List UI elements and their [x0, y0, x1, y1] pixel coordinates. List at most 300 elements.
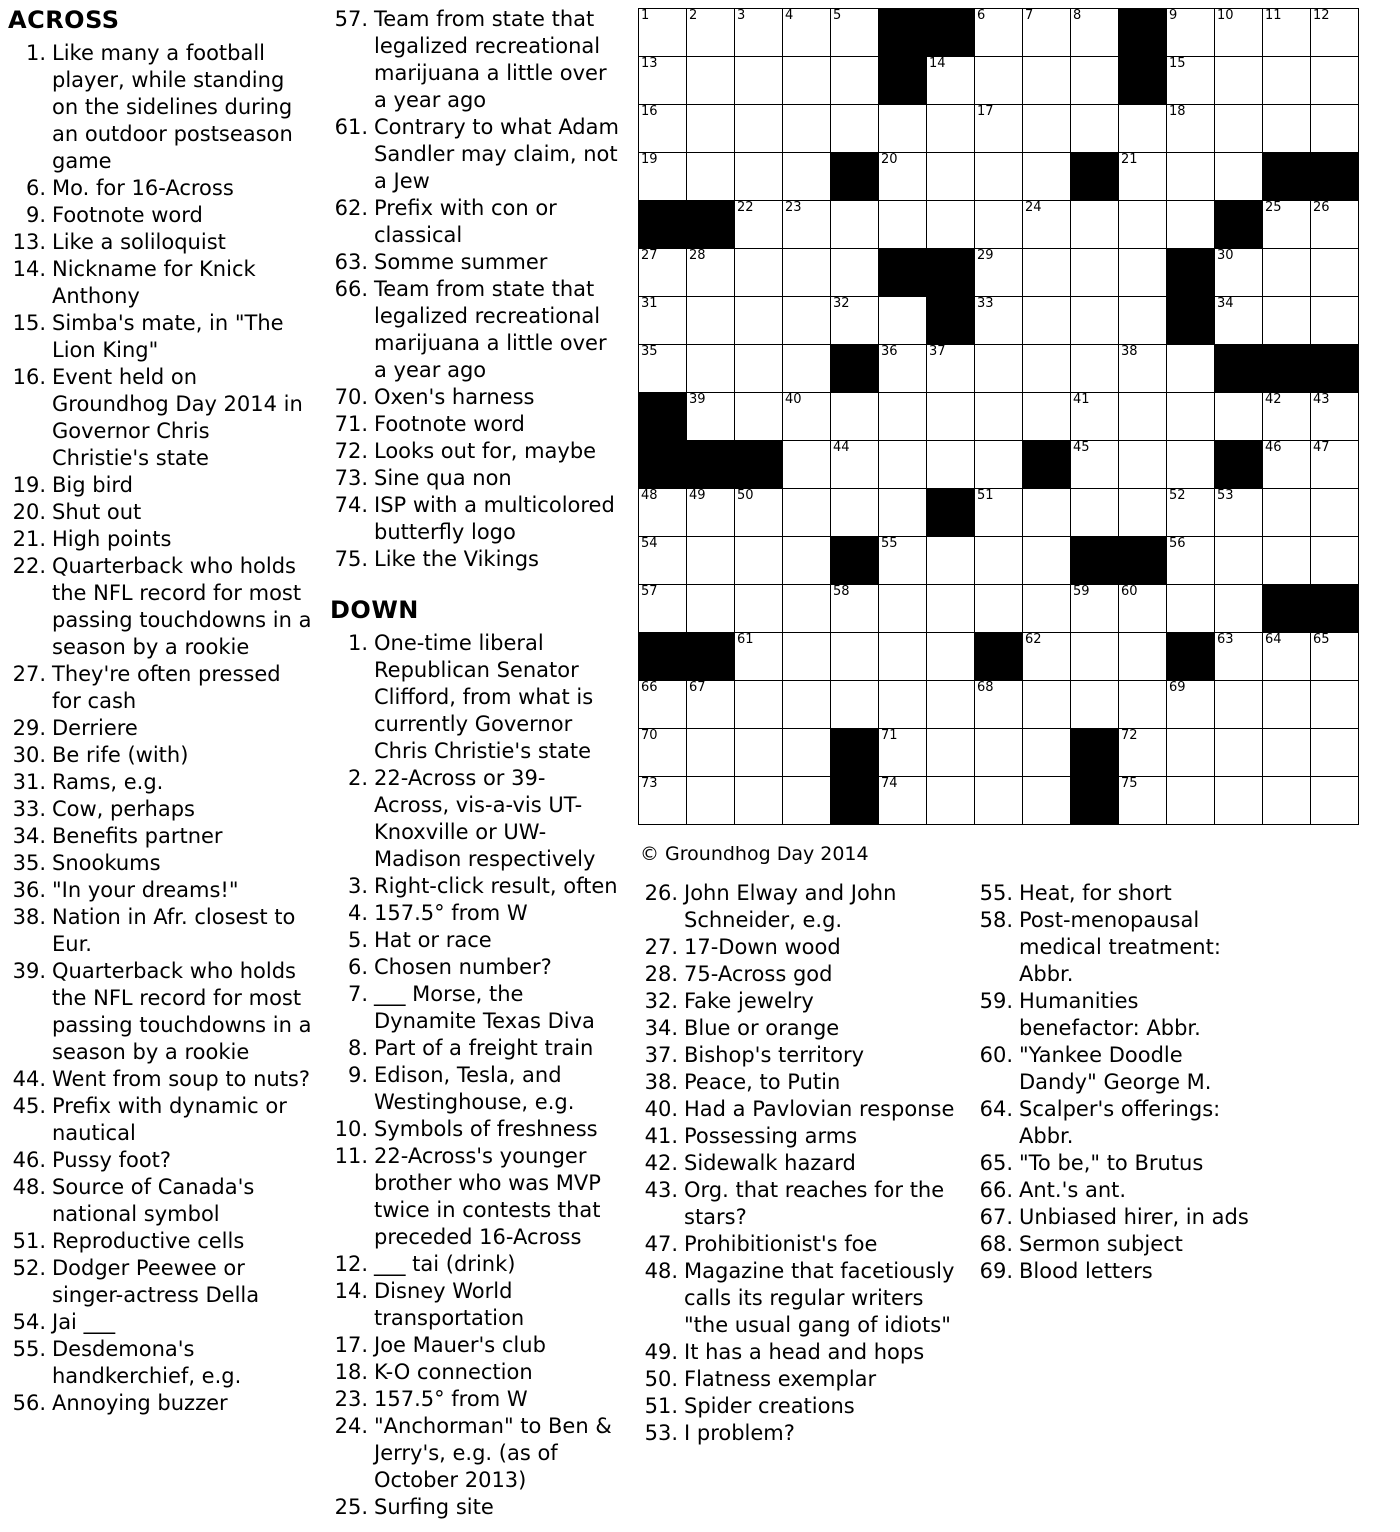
grid-cell[interactable] — [1215, 9, 1263, 57]
clue-text: Joe Mauer's club — [374, 1333, 546, 1357]
grid-cell[interactable] — [639, 681, 687, 729]
grid-cell[interactable] — [975, 345, 1023, 393]
grid-cell[interactable] — [735, 777, 783, 825]
grid-cell-number: 36 — [881, 344, 898, 359]
grid-cell[interactable] — [1023, 585, 1071, 633]
grid-cell[interactable] — [735, 537, 783, 585]
grid-cell-number: 65 — [1313, 632, 1330, 647]
grid-cell[interactable] — [831, 9, 879, 57]
across-clue-item — [8, 256, 313, 310]
grid-cell[interactable] — [1119, 489, 1167, 537]
clue-number: 66. — [979, 1178, 1013, 1202]
grid-block-cell — [927, 489, 975, 537]
grid-cell[interactable] — [639, 345, 687, 393]
grid-cell-number: 52 — [1169, 488, 1186, 503]
grid-cell[interactable] — [975, 249, 1023, 297]
grid-cell[interactable] — [1311, 777, 1359, 825]
grid-cell[interactable] — [927, 393, 975, 441]
grid-cell[interactable] — [783, 489, 831, 537]
grid-cell[interactable] — [879, 105, 927, 153]
grid-cell[interactable] — [927, 537, 975, 585]
down-clue-list-2 — [640, 880, 960, 1447]
grid-cell[interactable] — [1215, 393, 1263, 441]
grid-cell[interactable] — [927, 777, 975, 825]
grid-cell[interactable] — [1311, 9, 1359, 57]
clue-number: 75. — [334, 547, 368, 571]
grid-cell[interactable] — [1311, 681, 1359, 729]
clue-text: Hat or race — [374, 928, 492, 952]
grid-cell[interactable] — [831, 57, 879, 105]
grid-cell[interactable] — [783, 9, 831, 57]
across-clue-item — [8, 1390, 313, 1417]
down-clue-item — [330, 927, 620, 954]
grid-cell[interactable] — [639, 297, 687, 345]
down-clue-item — [330, 1143, 620, 1251]
grid-cell[interactable] — [975, 777, 1023, 825]
grid-cell[interactable] — [1167, 585, 1215, 633]
clue-text: Part of a freight train — [374, 1036, 594, 1060]
grid-cell[interactable] — [783, 633, 831, 681]
grid-cell[interactable] — [1215, 537, 1263, 585]
grid-cell[interactable] — [1119, 633, 1167, 681]
grid-cell[interactable] — [687, 9, 735, 57]
clue-text: Like a soliloquist — [52, 230, 226, 254]
grid-cell[interactable] — [831, 249, 879, 297]
grid-cell[interactable] — [1071, 201, 1119, 249]
grid-cell[interactable] — [783, 393, 831, 441]
grid-cell[interactable] — [1023, 537, 1071, 585]
grid-cell[interactable] — [687, 249, 735, 297]
clue-text: Rams, e.g. — [52, 770, 164, 794]
grid-cell[interactable] — [1023, 201, 1071, 249]
grid-cell[interactable] — [1071, 681, 1119, 729]
clue-text: They're often pressed for cash — [52, 662, 281, 713]
grid-cell[interactable] — [927, 345, 975, 393]
clue-number: 44. — [12, 1067, 46, 1091]
grid-cell[interactable] — [1167, 441, 1215, 489]
grid-cell[interactable] — [1167, 201, 1215, 249]
grid-cell[interactable] — [735, 249, 783, 297]
across-clue-item — [8, 904, 313, 958]
grid-cell[interactable] — [1071, 249, 1119, 297]
grid-cell-number: 46 — [1265, 440, 1282, 455]
grid-cell[interactable] — [927, 57, 975, 105]
clue-text: Shut out — [52, 500, 142, 524]
grid-cell[interactable] — [1023, 9, 1071, 57]
grid-cell[interactable] — [1119, 345, 1167, 393]
grid-cell[interactable] — [879, 681, 927, 729]
grid-cell[interactable] — [1215, 681, 1263, 729]
grid-cell[interactable] — [735, 489, 783, 537]
grid-cell-number: 54 — [641, 536, 658, 551]
grid-cell[interactable] — [831, 297, 879, 345]
grid-cell[interactable] — [1167, 105, 1215, 153]
grid-cell[interactable] — [1071, 633, 1119, 681]
grid-cell[interactable] — [783, 585, 831, 633]
grid-cell[interactable] — [1119, 297, 1167, 345]
grid-cell[interactable] — [1023, 777, 1071, 825]
grid-cell[interactable] — [1119, 681, 1167, 729]
clue-number: 48. — [644, 1259, 678, 1283]
grid-cell[interactable] — [975, 297, 1023, 345]
grid-cell[interactable] — [1119, 249, 1167, 297]
across-clues-column-1 — [8, 6, 313, 1417]
grid-cell[interactable] — [735, 681, 783, 729]
clue-number: 1. — [347, 631, 368, 655]
grid-cell[interactable] — [1167, 489, 1215, 537]
grid-cell[interactable] — [1311, 57, 1359, 105]
clue-text: Blue or orange — [684, 1016, 840, 1040]
grid-cell[interactable] — [1215, 633, 1263, 681]
grid-cell[interactable] — [1311, 537, 1359, 585]
grid-cell[interactable] — [1311, 441, 1359, 489]
grid-cell[interactable] — [879, 489, 927, 537]
grid-block-cell — [1119, 9, 1167, 57]
grid-row — [639, 441, 1359, 489]
grid-cell[interactable] — [927, 153, 975, 201]
grid-cell[interactable] — [639, 729, 687, 777]
grid-cell[interactable] — [1023, 729, 1071, 777]
clue-text: Unbiased hirer, in ads — [1019, 1205, 1249, 1229]
grid-block-cell — [1311, 153, 1359, 201]
grid-cell[interactable] — [1023, 105, 1071, 153]
grid-cell[interactable] — [1263, 57, 1311, 105]
grid-cell-number: 23 — [785, 200, 802, 215]
grid-cell[interactable] — [639, 537, 687, 585]
across-clue-item — [8, 796, 313, 823]
down-clue-item — [975, 1231, 1265, 1258]
grid-cell[interactable] — [1215, 489, 1263, 537]
grid-cell-number: 26 — [1313, 200, 1330, 215]
grid-cell[interactable] — [927, 633, 975, 681]
grid-cell[interactable] — [831, 393, 879, 441]
grid-cell[interactable] — [831, 633, 879, 681]
grid-cell[interactable] — [1263, 297, 1311, 345]
grid-cell[interactable] — [735, 633, 783, 681]
clue-text: High points — [52, 527, 172, 551]
grid-cell[interactable] — [1023, 489, 1071, 537]
grid-cell[interactable] — [783, 105, 831, 153]
grid-cell[interactable] — [879, 729, 927, 777]
grid-cell[interactable] — [783, 729, 831, 777]
grid-cell[interactable] — [1263, 777, 1311, 825]
grid-cell[interactable] — [1023, 249, 1071, 297]
grid-cell[interactable] — [1167, 537, 1215, 585]
grid-cell[interactable] — [735, 345, 783, 393]
clue-number: 21. — [12, 527, 46, 551]
grid-cell[interactable] — [783, 537, 831, 585]
grid-cell[interactable] — [1119, 777, 1167, 825]
grid-cell[interactable] — [1071, 489, 1119, 537]
clue-number: 19. — [12, 473, 46, 497]
grid-cell[interactable] — [927, 201, 975, 249]
grid-cell[interactable] — [1311, 201, 1359, 249]
grid-cell[interactable] — [1263, 9, 1311, 57]
grid-cell[interactable] — [687, 777, 735, 825]
grid-cell[interactable] — [1071, 297, 1119, 345]
across-clue-item — [330, 195, 620, 249]
grid-cell[interactable] — [783, 57, 831, 105]
grid-cell[interactable] — [879, 201, 927, 249]
crossword-grid-table[interactable] — [638, 8, 1359, 825]
clue-text: "To be," to Brutus — [1019, 1151, 1204, 1175]
grid-cell[interactable] — [1071, 57, 1119, 105]
across-clue-item — [8, 499, 313, 526]
grid-cell[interactable] — [1263, 681, 1311, 729]
grid-cell[interactable] — [735, 9, 783, 57]
grid-cell[interactable] — [687, 297, 735, 345]
clue-number: 72. — [334, 439, 368, 463]
grid-cell[interactable] — [975, 537, 1023, 585]
clue-number: 26. — [644, 881, 678, 905]
grid-cell[interactable] — [1023, 633, 1071, 681]
grid-cell[interactable] — [1119, 105, 1167, 153]
grid-cell[interactable] — [1023, 681, 1071, 729]
grid-cell[interactable] — [1167, 153, 1215, 201]
grid-cell-number: 21 — [1121, 152, 1138, 167]
clue-text: Pussy foot? — [52, 1148, 172, 1172]
grid-cell[interactable] — [735, 297, 783, 345]
clue-number: 28. — [644, 962, 678, 986]
across-clue-item — [8, 1309, 313, 1336]
grid-cell[interactable] — [975, 201, 1023, 249]
grid-cell[interactable] — [1263, 393, 1311, 441]
across-clue-item — [8, 958, 313, 1066]
clue-text: Prohibitionist's foe — [684, 1232, 878, 1256]
down-clue-item — [975, 1096, 1265, 1150]
grid-cell[interactable] — [687, 393, 735, 441]
grid-cell[interactable] — [687, 105, 735, 153]
across-clue-item — [8, 1066, 313, 1093]
grid-cell[interactable] — [1263, 249, 1311, 297]
grid-cell[interactable] — [1167, 345, 1215, 393]
clue-text: Went from soup to nuts? — [52, 1067, 311, 1091]
grid-row — [639, 777, 1359, 825]
across-clue-item — [8, 175, 313, 202]
clue-text: Blood letters — [1019, 1259, 1153, 1283]
grid-cell[interactable] — [879, 585, 927, 633]
grid-cell[interactable] — [879, 633, 927, 681]
clue-number: 17. — [334, 1333, 368, 1357]
clue-number: 52. — [12, 1256, 46, 1280]
clue-number: 59. — [979, 989, 1013, 1013]
grid-cell[interactable] — [1311, 297, 1359, 345]
grid-cell[interactable] — [975, 57, 1023, 105]
clue-number: 2. — [347, 766, 368, 790]
grid-cell[interactable] — [687, 153, 735, 201]
grid-cell[interactable] — [1167, 393, 1215, 441]
grid-cell[interactable] — [831, 489, 879, 537]
grid-cell[interactable] — [831, 105, 879, 153]
grid-cell[interactable] — [1215, 585, 1263, 633]
grid-cell[interactable] — [783, 681, 831, 729]
grid-cell[interactable] — [975, 681, 1023, 729]
grid-cell[interactable] — [1263, 633, 1311, 681]
grid-cell[interactable] — [687, 681, 735, 729]
grid-cell-number: 18 — [1169, 104, 1186, 119]
grid-cell[interactable] — [879, 777, 927, 825]
grid-cell[interactable] — [639, 153, 687, 201]
grid-cell[interactable] — [687, 345, 735, 393]
clue-text: Be rife (with) — [52, 743, 189, 767]
grid-cell[interactable] — [639, 585, 687, 633]
grid-cell[interactable] — [879, 297, 927, 345]
grid-cell[interactable] — [975, 441, 1023, 489]
grid-cell[interactable] — [1215, 249, 1263, 297]
grid-cell[interactable] — [1215, 57, 1263, 105]
grid-cell[interactable] — [831, 681, 879, 729]
grid-cell[interactable] — [1263, 537, 1311, 585]
crossword-grid[interactable] — [638, 8, 1359, 825]
grid-cell[interactable] — [735, 201, 783, 249]
grid-cell-number: 11 — [1265, 8, 1282, 23]
grid-cell-number: 51 — [977, 488, 994, 503]
grid-block-cell — [687, 201, 735, 249]
grid-cell[interactable] — [1167, 729, 1215, 777]
grid-cell[interactable] — [1023, 153, 1071, 201]
grid-cell-number: 57 — [641, 584, 658, 599]
grid-cell[interactable] — [1263, 441, 1311, 489]
grid-cell[interactable] — [879, 345, 927, 393]
grid-cell[interactable] — [1167, 777, 1215, 825]
grid-cell[interactable] — [735, 153, 783, 201]
grid-cell[interactable] — [1215, 777, 1263, 825]
grid-cell[interactable] — [687, 729, 735, 777]
grid-cell[interactable] — [783, 297, 831, 345]
grid-cell[interactable] — [1311, 633, 1359, 681]
grid-cell[interactable] — [687, 585, 735, 633]
across-clue-item — [8, 1336, 313, 1390]
grid-cell[interactable] — [927, 729, 975, 777]
grid-cell[interactable] — [735, 393, 783, 441]
clue-text: Bishop's territory — [684, 1043, 865, 1067]
grid-cell[interactable] — [1263, 489, 1311, 537]
grid-cell[interactable] — [639, 249, 687, 297]
grid-cell[interactable] — [783, 249, 831, 297]
grid-cell-number: 30 — [1217, 248, 1234, 263]
grid-cell[interactable] — [735, 729, 783, 777]
grid-cell[interactable] — [1119, 393, 1167, 441]
grid-cell-number: 72 — [1121, 728, 1138, 743]
grid-cell[interactable] — [927, 681, 975, 729]
grid-cell[interactable] — [783, 201, 831, 249]
grid-cell[interactable] — [927, 585, 975, 633]
grid-cell[interactable] — [1311, 729, 1359, 777]
grid-cell[interactable] — [1071, 105, 1119, 153]
grid-cell[interactable] — [1263, 105, 1311, 153]
grid-cell[interactable] — [783, 441, 831, 489]
down-clue-item — [975, 1150, 1265, 1177]
grid-cell[interactable] — [1167, 57, 1215, 105]
grid-cell[interactable] — [1023, 57, 1071, 105]
grid-cell[interactable] — [687, 57, 735, 105]
grid-cell[interactable] — [1167, 9, 1215, 57]
grid-cell[interactable] — [1311, 489, 1359, 537]
grid-cell[interactable] — [1215, 297, 1263, 345]
across-clue-item — [8, 553, 313, 661]
grid-cell[interactable] — [879, 393, 927, 441]
clue-text: Peace, to Putin — [684, 1070, 841, 1094]
grid-cell[interactable] — [1119, 153, 1167, 201]
grid-block-cell — [879, 9, 927, 57]
grid-cell[interactable] — [1071, 9, 1119, 57]
grid-cell[interactable] — [1311, 249, 1359, 297]
grid-cell-number: 60 — [1121, 584, 1138, 599]
grid-cell[interactable] — [1023, 297, 1071, 345]
grid-cell[interactable] — [975, 105, 1023, 153]
grid-cell[interactable] — [1215, 153, 1263, 201]
grid-cell[interactable] — [783, 777, 831, 825]
grid-cell[interactable] — [831, 201, 879, 249]
clue-text: Footnote word — [52, 203, 203, 227]
grid-cell[interactable] — [1119, 201, 1167, 249]
grid-cell[interactable] — [1071, 585, 1119, 633]
clue-number: 68. — [979, 1232, 1013, 1256]
grid-cell[interactable] — [639, 9, 687, 57]
grid-cell[interactable] — [927, 441, 975, 489]
grid-cell[interactable] — [879, 537, 927, 585]
grid-cell[interactable] — [687, 537, 735, 585]
grid-cell[interactable] — [1119, 729, 1167, 777]
grid-cell[interactable] — [879, 153, 927, 201]
grid-cell[interactable] — [687, 489, 735, 537]
grid-cell[interactable] — [783, 153, 831, 201]
grid-cell[interactable] — [735, 105, 783, 153]
grid-cell[interactable] — [975, 585, 1023, 633]
grid-cell[interactable] — [1119, 585, 1167, 633]
clue-text: Quarterback who holds the NFL record for most passing touchdowns in a season by a rookie — [52, 554, 312, 659]
grid-cell[interactable] — [1263, 201, 1311, 249]
grid-cell[interactable] — [1311, 105, 1359, 153]
grid-cell[interactable] — [1263, 729, 1311, 777]
grid-cell[interactable] — [975, 489, 1023, 537]
grid-cell[interactable] — [1215, 729, 1263, 777]
grid-cell[interactable] — [639, 777, 687, 825]
grid-cell[interactable] — [1071, 345, 1119, 393]
grid-cell[interactable] — [879, 441, 927, 489]
grid-cell[interactable] — [975, 9, 1023, 57]
grid-cell[interactable] — [927, 105, 975, 153]
grid-cell[interactable] — [1215, 105, 1263, 153]
grid-cell[interactable] — [1119, 441, 1167, 489]
grid-cell[interactable] — [639, 105, 687, 153]
clue-text: Post-menopausal medical treatment: Abbr. — [1019, 908, 1221, 986]
clue-number: 50. — [644, 1367, 678, 1391]
grid-cell[interactable] — [735, 57, 783, 105]
grid-cell[interactable] — [1311, 393, 1359, 441]
grid-cell[interactable] — [975, 153, 1023, 201]
across-clue-item — [330, 492, 620, 546]
clue-text: Like the Vikings — [374, 547, 539, 571]
grid-cell[interactable] — [975, 729, 1023, 777]
grid-cell[interactable] — [1167, 681, 1215, 729]
down-clue-item — [640, 880, 960, 934]
grid-cell[interactable] — [831, 585, 879, 633]
clue-text: Dodger Peewee or singer-actress Della — [52, 1256, 260, 1307]
grid-cell[interactable] — [783, 345, 831, 393]
grid-cell[interactable] — [1071, 393, 1119, 441]
grid-cell[interactable] — [639, 489, 687, 537]
clue-text: Derriere — [52, 716, 138, 740]
grid-cell[interactable] — [831, 441, 879, 489]
grid-cell[interactable] — [639, 57, 687, 105]
across-clue-item — [8, 472, 313, 499]
grid-cell[interactable] — [1071, 441, 1119, 489]
grid-cell[interactable] — [1023, 393, 1071, 441]
grid-cell[interactable] — [735, 585, 783, 633]
grid-cell[interactable] — [975, 393, 1023, 441]
grid-cell[interactable] — [1023, 345, 1071, 393]
